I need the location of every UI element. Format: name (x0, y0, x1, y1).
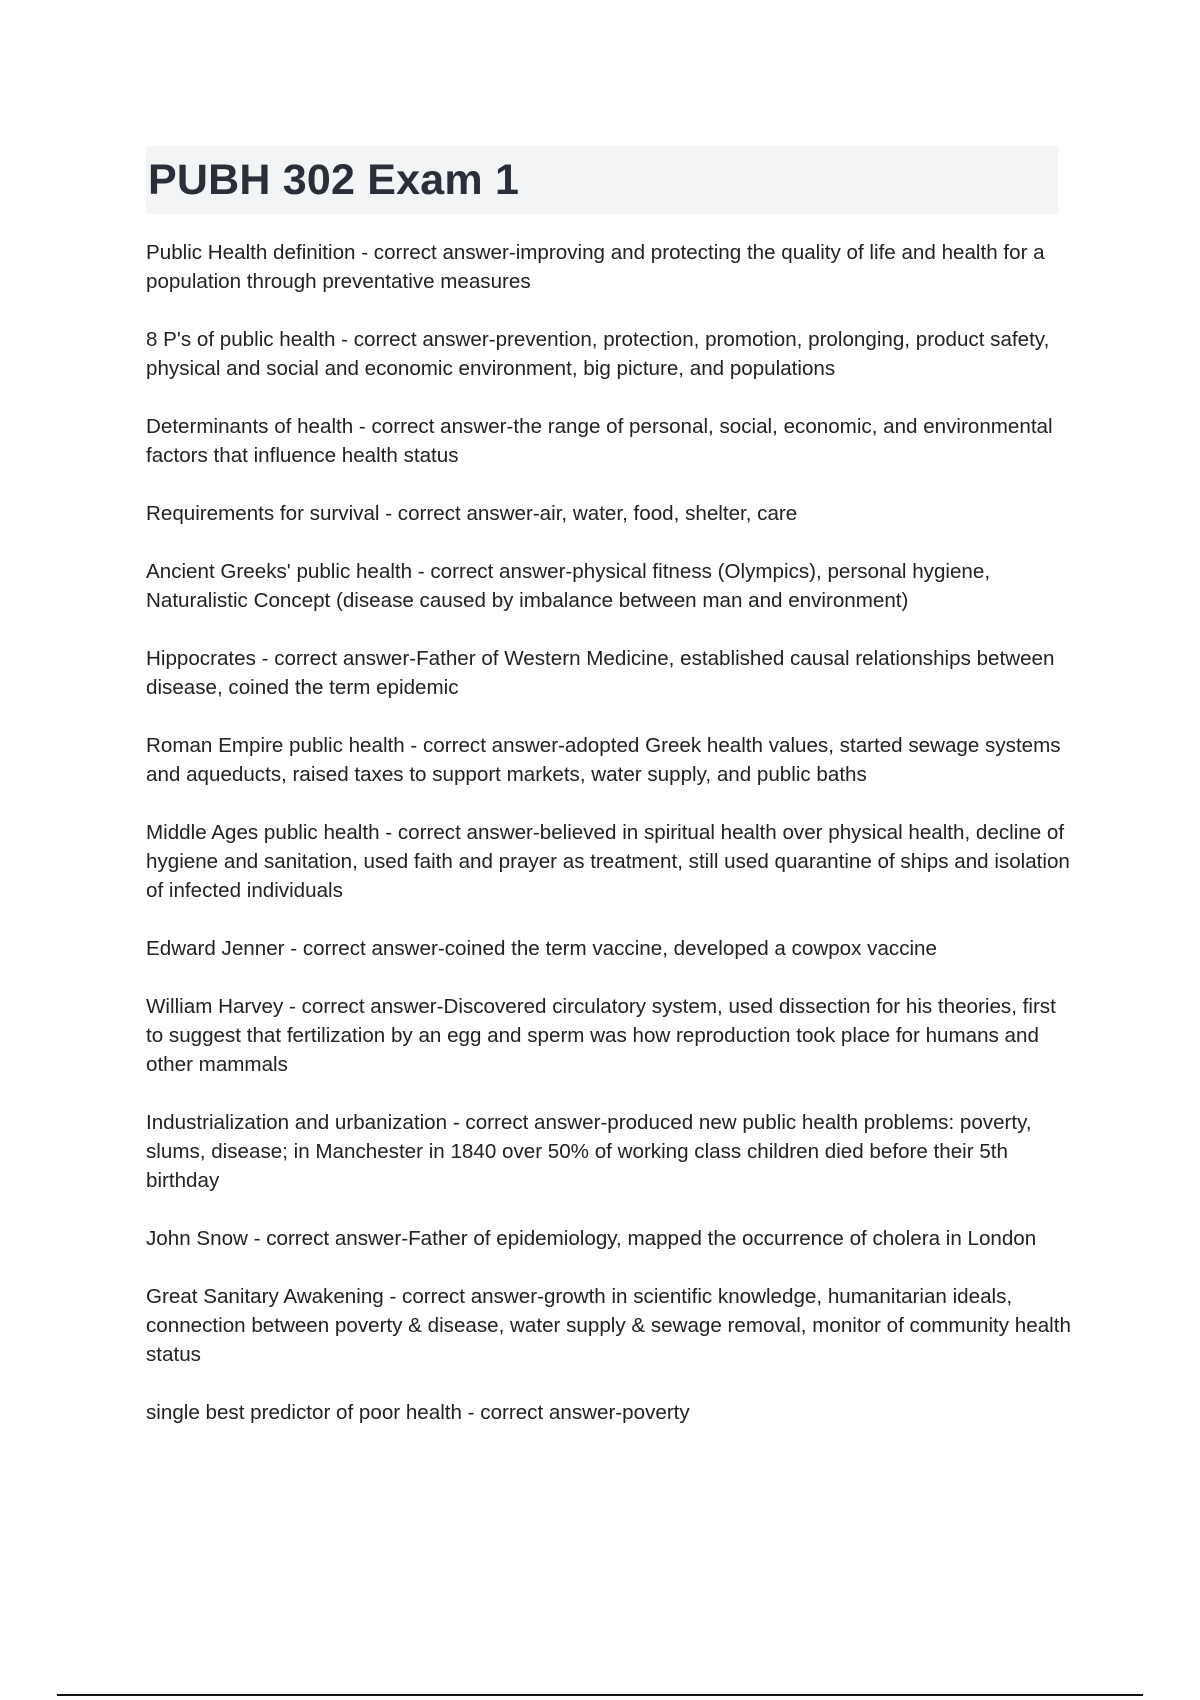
entry-poor-health-predictor: single best predictor of poor health - correct answer-poverty (146, 1401, 690, 1424)
entry-determinants-of-health: Determinants of health - correct answer-the range of personal, social, economic, and environmental factors that influence health status (146, 415, 1053, 467)
title-band (146, 146, 1058, 214)
entry-great-sanitary-awakening: Great Sanitary Awakening - correct answer-growth in scientific knowledge, humanitarian ideals, connection between poverty & disease, water supply & sewage removal, monitor of community health status (146, 1285, 1071, 1366)
entry-hippocrates: Hippocrates - correct answer-Father of Western Medicine, established causal relationships between disease, coined the term epidemic (146, 647, 1055, 699)
entry-john-snow: John Snow - correct answer-Father of epidemiology, mapped the occurrence of cholera in London (146, 1227, 1037, 1250)
bottom-rule (57, 1694, 1143, 1696)
entry-8-ps-of-public-health: 8 P's of public health - correct answer-prevention, protection, promotion, prolonging, product safety, physical and social and economic environment, big picture, and populations (146, 328, 1050, 380)
entry-middle-ages: Middle Ages public health - correct answer-believed in spiritual health over physical health, decline of hygiene and sanitation, used faith and prayer as treatment, still used quarantine of ships and isolation of infected individuals (146, 821, 1070, 902)
entry-roman-empire: Roman Empire public health - correct answer-adopted Greek health values, started sewage systems and aqueducts, raised taxes to support markets, water supply, and public baths (146, 734, 1061, 786)
entry-william-harvey: William Harvey - correct answer-Discovered circulatory system, used dissection for his theories, first to suggest that fertilization by an egg and sperm was how reproduction took place for humans and other mammals (146, 995, 1056, 1076)
entry-edward-jenner: Edward Jenner - correct answer-coined the term vaccine, developed a cowpox vaccine (146, 937, 937, 960)
entry-industrialization: Industrialization and urbanization - correct answer-produced new public health problems: poverty, slums, disease; in Manchester in 1840 over 50% of working class children died before their 5th birthday (146, 1111, 1032, 1192)
entry-ancient-greeks: Ancient Greeks' public health - correct answer-physical fitness (Olympics), personal hygiene, Naturalistic Concept (disease caused by imbalance between man and environment) (146, 560, 991, 612)
entry-list (146, 238, 1071, 1456)
entry-requirements-for-survival: Requirements for survival - correct answer-air, water, food, shelter, care (146, 502, 798, 525)
page-title: PUBH 302 Exam 1 (148, 156, 520, 204)
entry-public-health-definition: Public Health definition - correct answer-improving and protecting the quality of life and health for a population through preventative measures (146, 241, 1045, 293)
